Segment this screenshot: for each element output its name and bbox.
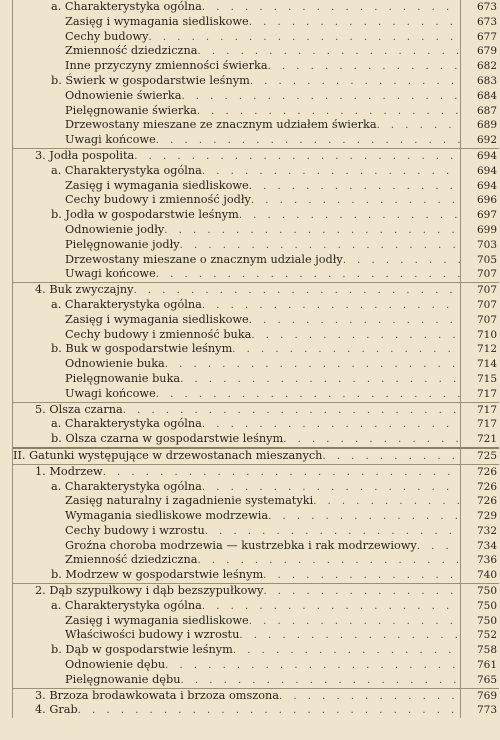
toc-entry-zasieg-i-wymagania-siedliskowe	[13, 614, 499, 629]
leader-dots	[198, 554, 461, 569]
toc-entry-title: a. Charakterystyka ogólna	[13, 0, 202, 15]
toc-entry-odnowienie-debu	[13, 658, 499, 673]
toc-entry-3-jod-a-pospolita	[13, 149, 499, 164]
toc-page-number: 717	[460, 387, 499, 402]
toc-entry-4-grab	[13, 703, 499, 718]
toc-entry-1-modrzew	[13, 465, 499, 480]
toc-section	[13, 148, 499, 282]
toc-page-number: 673	[460, 15, 499, 30]
toc-page-number: 773	[460, 703, 499, 718]
toc-entry-b-jod-a-w-gospodarstwie-lesnym	[13, 208, 499, 223]
toc-page-number: 714	[460, 357, 499, 372]
toc-entry-title: Drzewostany mieszane o znacznym udziale jodły	[13, 253, 343, 268]
leader-dots	[202, 481, 460, 496]
toc-entry-b-modrzew-w-gospodarstwie-lesnym	[13, 568, 499, 583]
toc-page-number: 707	[460, 283, 499, 298]
leader-dots	[164, 224, 460, 239]
toc-entry-title: Drzewostany mieszane ze znacznym udziałem świerka	[13, 118, 377, 133]
toc-entry-title: Groźna choroba modrzewia — kustrzebka i rak modrzewiowy	[13, 539, 417, 554]
toc-entry-grozna-choroba-modrzewia-kustrzebka-i-ra	[13, 539, 499, 554]
toc-page-number: 673	[460, 0, 499, 15]
leader-dots	[343, 254, 460, 269]
leader-dots	[123, 404, 460, 419]
toc-page-number: 752	[460, 628, 499, 643]
toc-entry-pielegnowanie-debu	[13, 673, 499, 688]
toc-page-number: 750	[460, 599, 499, 614]
leader-dots	[198, 45, 461, 60]
leader-dots	[268, 510, 460, 525]
toc-page-number: 679	[460, 44, 499, 59]
toc-entry-zasieg-i-wymagania-siedliskowe	[13, 313, 499, 328]
toc-entry-pielegnowanie-jod-y	[13, 238, 499, 253]
toc-page-number: 703	[460, 238, 499, 253]
toc-entry-b-olsza-czarna-w-gospodarstwie-lesnym	[13, 432, 499, 447]
leader-dots	[180, 239, 460, 254]
leader-dots	[263, 585, 460, 600]
leader-dots	[249, 314, 460, 329]
toc-section	[13, 688, 499, 719]
toc-entry-title: b. Olsza czarna w gospodarstwie leśnym	[13, 432, 283, 447]
toc-entry-zmiennosc-dziedziczna	[13, 44, 499, 59]
leader-dots	[180, 373, 460, 388]
toc-page-number: 769	[460, 689, 499, 704]
leader-dots	[283, 433, 460, 448]
toc-entry-uwagi-koncowe	[13, 133, 499, 148]
toc-entry-ii-gatunki-wystepujace-w-drzewostanach-m	[13, 449, 499, 464]
toc-entry-zasieg-i-wymagania-siedliskowe	[13, 15, 499, 30]
leader-dots	[233, 644, 460, 659]
toc-entry-a-charakterystyka-ogolna	[13, 417, 499, 432]
table-of-contents	[12, 0, 499, 718]
leader-dots	[134, 150, 460, 165]
toc-entry-title: 1. Modrzew	[13, 465, 103, 480]
toc-page-number: 683	[460, 74, 499, 89]
toc-section	[13, 464, 499, 583]
toc-page-number: 765	[460, 673, 499, 688]
toc-entry-title: Inne przyczyny zmienności świerka	[13, 59, 268, 74]
toc-entry-title: 2. Dąb szypułkowy i dąb bezszypułkowy	[13, 584, 263, 599]
toc-entry-cechy-budowy-i-zmiennosc-jod-y	[13, 193, 499, 208]
leader-dots	[134, 284, 460, 299]
toc-entry-drzewostany-mieszane-ze-znacznym-udzia-e	[13, 118, 499, 133]
toc-page-number: 729	[460, 509, 499, 524]
toc-entry-odnowienie-buka	[13, 357, 499, 372]
toc-page-number: 717	[460, 417, 499, 432]
toc-page-number: 694	[460, 164, 499, 179]
leader-dots	[202, 1, 460, 16]
toc-entry-odnowienie-jod-y	[13, 223, 499, 238]
leader-dots	[239, 209, 460, 224]
toc-page-number: 726	[460, 465, 499, 480]
toc-entry-uwagi-koncowe	[13, 267, 499, 282]
toc-page-number: 707	[460, 313, 499, 328]
toc-entry-wymagania-siedliskowe-modrzewia	[13, 509, 499, 524]
toc-entry-title: Odnowienie jodły	[13, 223, 164, 238]
toc-entry-title: a. Charakterystyka ogólna	[13, 599, 202, 614]
toc-entry-title: Zasięg i wymagania siedliskowe	[13, 614, 249, 629]
toc-page-number: 726	[460, 494, 499, 509]
toc-entry-a-charakterystyka-ogolna	[13, 599, 499, 614]
leader-dots	[202, 165, 460, 180]
leader-dots	[239, 629, 460, 644]
toc-entry-title: b. Modrzew w gospodarstwie leśnym	[13, 568, 263, 583]
toc-section	[13, 0, 499, 148]
toc-entry-title: Zasięg i wymagania siedliskowe	[13, 313, 249, 328]
toc-entry-title: Uwagi końcowe	[13, 387, 156, 402]
toc-page-number: 689	[460, 118, 499, 133]
toc-page-number: 721	[460, 432, 499, 447]
toc-entry-w-asciwosci-budowy-i-wzrostu	[13, 628, 499, 643]
toc-page-number: 758	[460, 643, 499, 658]
toc-page-number: 734	[460, 539, 499, 554]
toc-entry-b-buk-w-gospodarstwie-lesnym	[13, 342, 499, 357]
toc-entry-a-charakterystyka-ogolna	[13, 480, 499, 495]
toc-page-number: 732	[460, 524, 499, 539]
toc-entry-b-swierk-w-gospodarstwie-lesnym	[13, 74, 499, 89]
toc-entry-cechy-budowy	[13, 30, 499, 45]
leader-dots	[202, 600, 460, 615]
toc-page-number: 677	[460, 30, 499, 45]
toc-entry-title: Odnowienie dębu	[13, 658, 165, 673]
toc-entry-title: a. Charakterystyka ogólna	[13, 480, 202, 495]
toc-entry-zasieg-naturalny-i-zagadnienie-systematy	[13, 494, 499, 509]
toc-entry-title: Zasięg i wymagania siedliskowe	[13, 179, 249, 194]
leader-dots	[249, 180, 460, 195]
toc-entry-title: a. Charakterystyka ogólna	[13, 417, 202, 432]
toc-page-number: 692	[460, 133, 499, 148]
toc-entry-title: Pielęgnowanie jodły	[13, 238, 180, 253]
toc-section	[13, 583, 499, 688]
toc-entry-title: Odnowienie świerka	[13, 89, 181, 104]
toc-page-number: 710	[460, 328, 499, 343]
toc-entry-cechy-budowy-i-zmiennosc-buka	[13, 328, 499, 343]
toc-page-number: 682	[460, 59, 499, 74]
leader-dots	[181, 674, 460, 689]
toc-entry-a-charakterystyka-ogolna	[13, 298, 499, 313]
leader-dots	[263, 569, 460, 584]
toc-entry-title: Wymagania siedliskowe modrzewia	[13, 509, 268, 524]
toc-entry-title: Cechy budowy	[13, 30, 149, 45]
toc-entry-2-dab-szypu-kowy-i-dab-bezszypu-kowy	[13, 584, 499, 599]
toc-page-number: 726	[460, 480, 499, 495]
toc-entry-title: 3. Brzoza brodawkowata i brzoza omszona	[13, 689, 279, 704]
toc-entry-title: Zasięg naturalny i zagadnienie systematyki	[13, 494, 313, 509]
toc-entry-title: b. Buk w gospodarstwie leśnym	[13, 342, 232, 357]
toc-entry-title: Pielęgnowanie świerka	[13, 104, 197, 119]
toc-entry-title: Cechy budowy i wzrostu	[13, 524, 205, 539]
toc-entry-a-charakterystyka-ogolna	[13, 0, 499, 15]
leader-dots	[156, 134, 460, 149]
toc-page-number: 697	[460, 208, 499, 223]
toc-page-number: 750	[460, 584, 499, 599]
toc-entry-title: Uwagi końcowe	[13, 267, 156, 282]
leader-dots	[197, 105, 460, 120]
toc-section	[13, 282, 499, 401]
leader-dots	[417, 540, 460, 555]
toc-entry-title: 4. Grab	[13, 703, 78, 718]
toc-entry-pielegnowanie-buka	[13, 372, 499, 387]
toc-entry-drzewostany-mieszane-o-znacznym-udziale-	[13, 253, 499, 268]
leader-dots	[232, 343, 460, 358]
toc-entry-pielegnowanie-swierka	[13, 104, 499, 119]
toc-entry-title: Zmienność dziedziczna	[13, 44, 198, 59]
leader-dots	[202, 418, 460, 433]
toc-page-number: 712	[460, 342, 499, 357]
leader-dots	[279, 690, 460, 705]
leader-dots	[103, 466, 460, 481]
toc-entry-title: 4. Buk zwyczajny	[13, 283, 134, 298]
toc-page-number: 696	[460, 193, 499, 208]
leader-dots	[249, 16, 460, 31]
leader-dots	[251, 194, 460, 209]
toc-entry-4-buk-zwyczajny	[13, 283, 499, 298]
toc-entry-title: b. Świerk w gospodarstwie leśnym	[13, 74, 250, 89]
toc-entry-zmiennosc-dziedziczna	[13, 553, 499, 568]
toc-entry-title: a. Charakterystyka ogólna	[13, 164, 202, 179]
leader-dots	[322, 450, 460, 465]
toc-entry-title: a. Charakterystyka ogólna	[13, 298, 202, 313]
toc-entry-zasieg-i-wymagania-siedliskowe	[13, 179, 499, 194]
toc-entry-cechy-budowy-i-wzrostu	[13, 524, 499, 539]
toc-entry-title: Uwagi końcowe	[13, 133, 156, 148]
toc-entry-title: Odnowienie buka	[13, 357, 165, 372]
toc-page-number: 707	[460, 267, 499, 282]
toc-section	[13, 447, 499, 464]
toc-page-number: 750	[460, 614, 499, 629]
toc-entry-a-charakterystyka-ogolna	[13, 164, 499, 179]
toc-page-number: 684	[460, 89, 499, 104]
toc-entry-title: Cechy budowy i zmienność jodły	[13, 193, 251, 208]
toc-page-number: 699	[460, 223, 499, 238]
toc-entry-title: Pielęgnowanie buka	[13, 372, 180, 387]
toc-entry-title: Pielęgnowanie dębu	[13, 673, 181, 688]
toc-entry-odnowienie-swierka	[13, 89, 499, 104]
leader-dots	[149, 31, 461, 46]
leader-dots	[165, 358, 460, 373]
toc-entry-title: b. Dąb w gospodarstwie leśnym	[13, 643, 233, 658]
toc-page-number: 694	[460, 179, 499, 194]
leader-dots	[181, 90, 460, 105]
leader-dots	[377, 119, 460, 134]
toc-page-number: 736	[460, 553, 499, 568]
leader-dots	[313, 495, 460, 510]
leader-dots	[251, 329, 460, 344]
toc-page-number: 761	[460, 658, 499, 673]
toc-entry-title: II. Gatunki występujące w drzewostanach mieszanych	[13, 448, 323, 462]
toc-page-number: 705	[460, 253, 499, 268]
toc-entry-5-olsza-czarna	[13, 403, 499, 418]
toc-entry-title: Właściwości budowy i wzrostu	[13, 628, 239, 643]
toc-entry-title: Zmienność dziedziczna	[13, 553, 198, 568]
toc-page-number: 715	[460, 372, 499, 387]
toc-page-number: 707	[460, 298, 499, 313]
leader-dots	[250, 75, 460, 90]
leader-dots	[202, 299, 460, 314]
toc-section	[13, 402, 499, 447]
toc-entry-uwagi-koncowe	[13, 387, 499, 402]
toc-page-number: 717	[460, 403, 499, 418]
toc-page-number: 687	[460, 104, 499, 119]
leader-dots	[156, 268, 460, 283]
toc-page-number: 694	[460, 149, 499, 164]
leader-dots	[156, 388, 460, 403]
toc-entry-title: Zasięg i wymagania siedliskowe	[13, 15, 249, 30]
toc-entry-3-brzoza-brodawkowata-i-brzoza-omszona	[13, 689, 499, 704]
toc-entry-title: 3. Jodła pospolita	[13, 149, 134, 164]
leader-dots	[78, 704, 460, 719]
toc-page-number: 725	[460, 449, 499, 464]
toc-entry-inne-przyczyny-zmiennosci-swierka	[13, 59, 499, 74]
toc-entry-b-dab-w-gospodarstwie-lesnym	[13, 643, 499, 658]
toc-page-number: 740	[460, 568, 499, 583]
leader-dots	[268, 60, 460, 75]
leader-dots	[165, 659, 460, 674]
toc-entry-title: 5. Olsza czarna	[13, 403, 123, 418]
toc-entry-title: Cechy budowy i zmienność buka	[13, 328, 251, 343]
leader-dots	[205, 525, 460, 540]
toc-entry-title: b. Jodła w gospodarstwie leśnym	[13, 208, 239, 223]
leader-dots	[249, 615, 460, 630]
